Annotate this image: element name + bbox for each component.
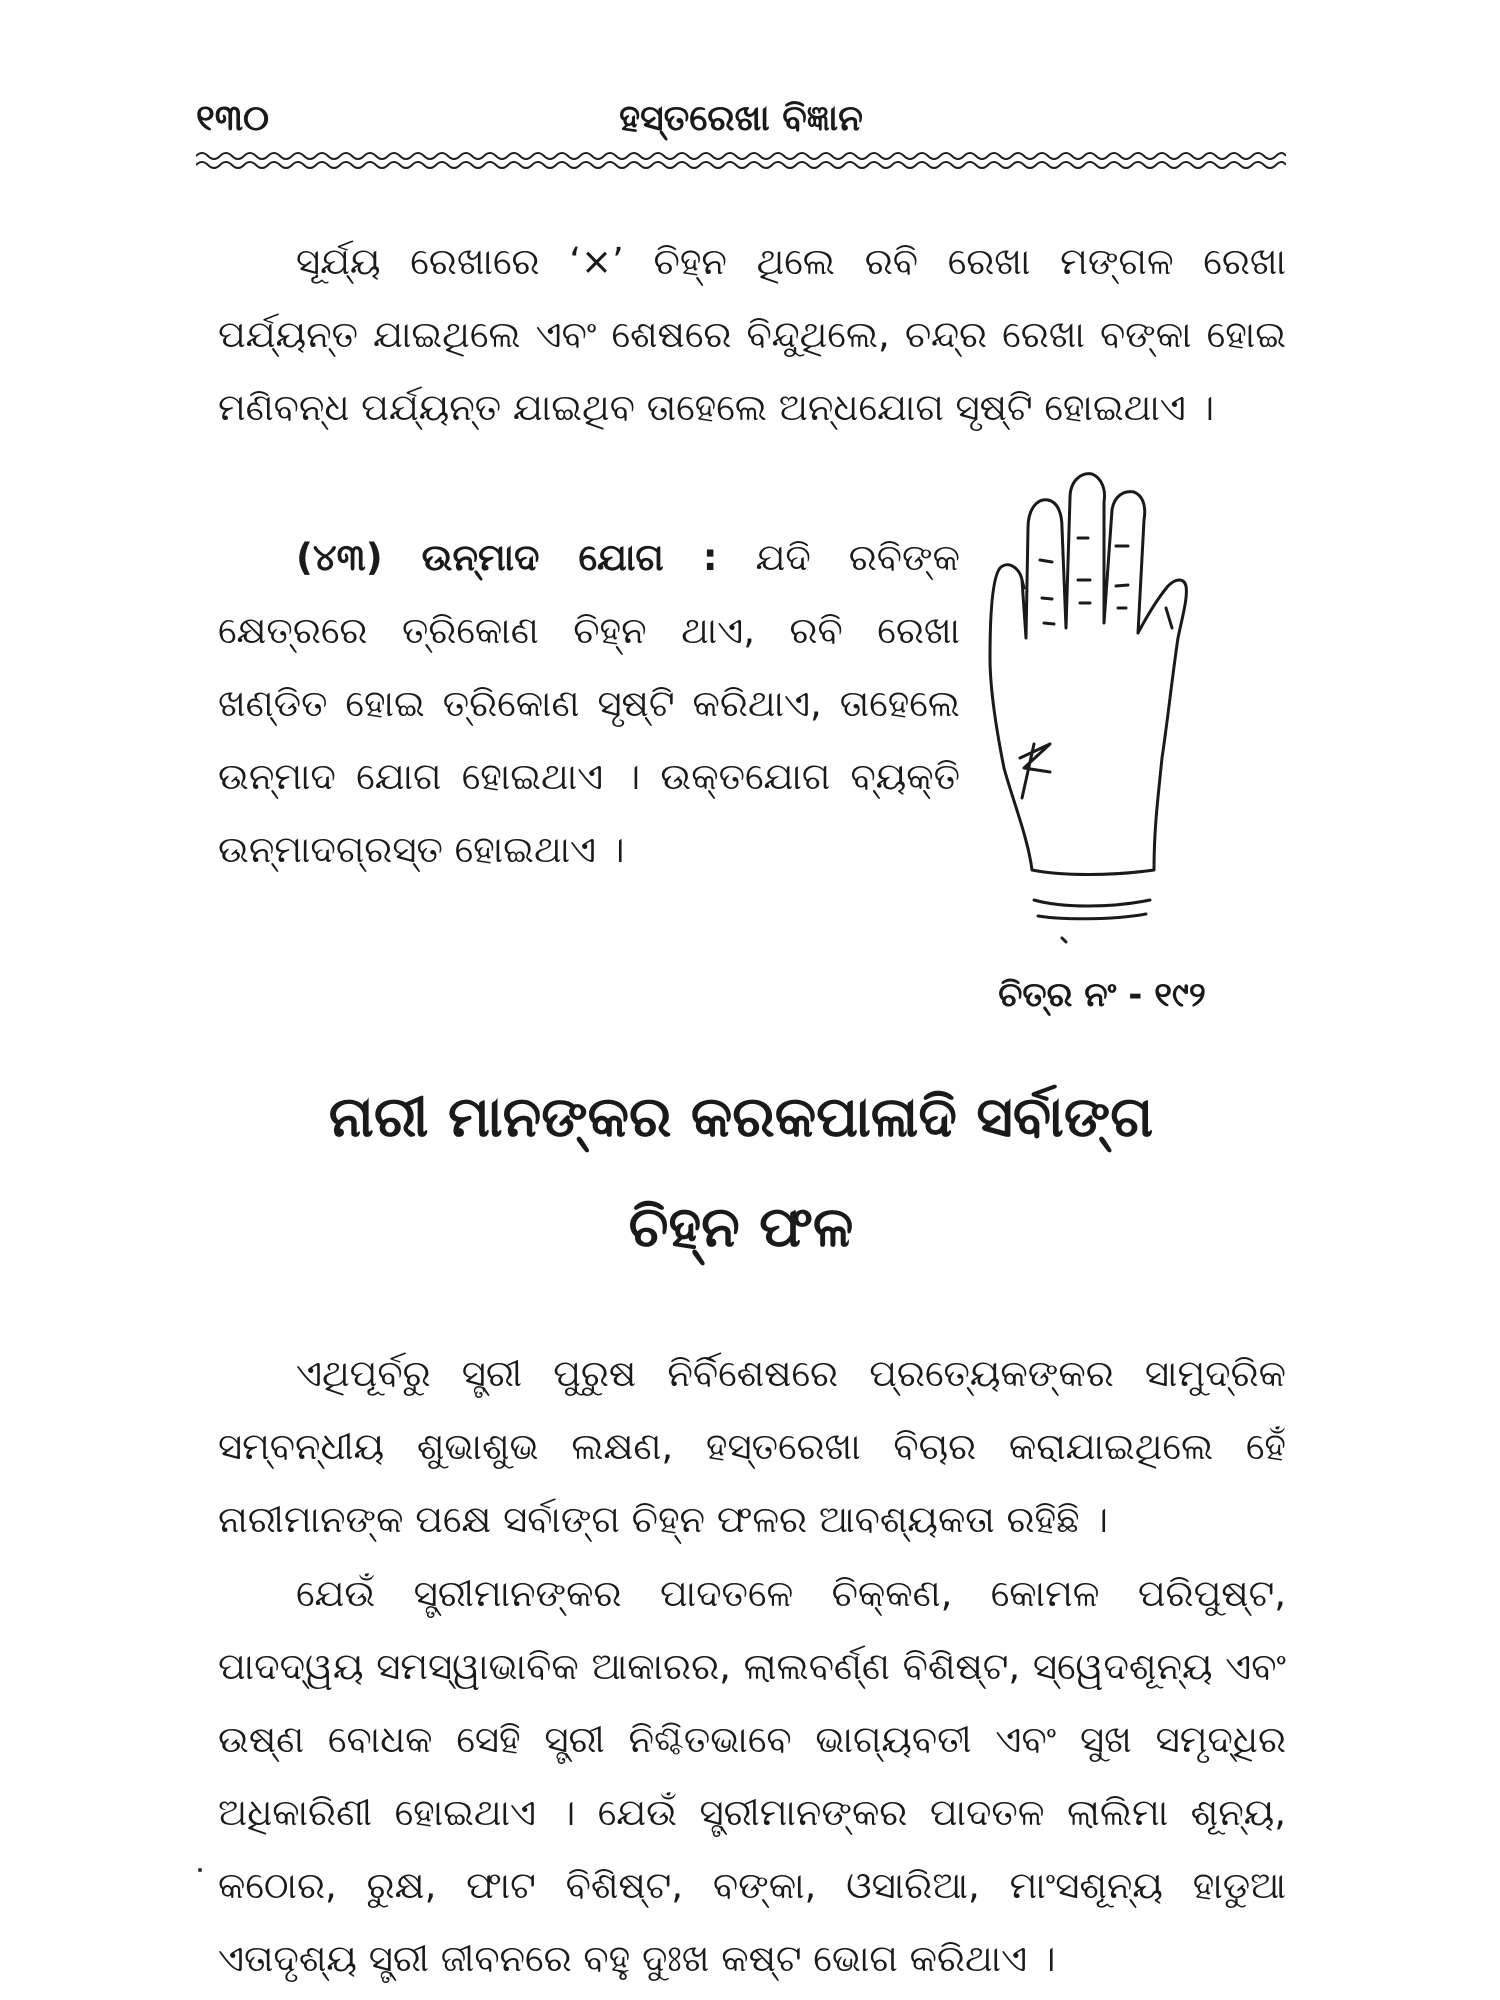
paragraph-intro: ଏଥିପୂର୍ବରୁ ସ୍ତ୍ରୀ ପୁରୁଷ ନିର୍ବିଶେଷରେ ପ୍ରତ୍ୟେକଙ୍କର ସାମୁଦ୍ରିକ ସମ୍ବନ୍ଧୀୟ ଶୁଭାଶୁଭ ଲକ୍ଷଣ, ହସ୍ତରେଖା ବିଚାର କରାଯାଇଥିଲେ ହେଁ ନାରୀମାନଙ୍କ ପକ୍ଷେ ସର୍ବାଙ୍ଗ ଚିହ୍ନ ଫଳର ଆବଶ୍ୟକତା ରହିଛି । bbox=[218, 1352, 1286, 1541]
print-speck bbox=[198, 1868, 202, 1872]
paragraph-surya-rekha: ସୂର୍ଯ୍ୟ ରେଖାରେ ‘×’ ଚିହ୍ନ ଥିଲେ ରବି ରେଖା ମଙ୍ଗଳ ରେଖା ପର୍ଯ୍ୟନ୍ତ ଯାଇଥିଲେ ଏବଂ ଶେଷରେ ବିନ୍ଦୁଥିଲେ, ଚନ୍ଦ୍ର ରେଖା ବଙ୍କା ହୋଇ ମଣିବନ୍ଧ ପର୍ଯ୍ୟନ୍ତ ଯାଇଥିବ ତାହେଲେ ଅନ୍ଧଯୋଗ ସୃଷ୍ଟି ହୋଇଥାଏ । bbox=[218, 240, 1286, 429]
running-title: ହସ୍ତରେଖା ବିଜ୍ଞାନ bbox=[619, 98, 863, 139]
figure-caption: ଚିତ୍ର ନଂ - ୧୯୨ bbox=[998, 975, 1206, 1015]
paragraph-feet: ଯେଉଁ ସ୍ତ୍ରୀମାନଙ୍କର ପାଦତଳେ ଚିକ୍କଣ, କୋମଳ ପରିପୁଷ୍ଟ, ପାଦଦ୍ୱୟ ସମସ୍ୱାଭାବିକ ଆକାରର, ଲାଲବର୍ଣ୍ଣ ବିଶିଷ୍ଟ, ସ୍ୱେଦଶୂନ୍ୟ ଏବଂ ଉଷ୍ଣ ବୋଧକ ସେହି ସ୍ତ୍ରୀ ନିଶ୍ଚିତଭାବେ ଭାଗ୍ୟବତୀ ଏବଂ ସୁଖ ସମୃଦ୍ଧିର ଅଧିକାରିଣୀ ହୋଇଥାଏ । ଯେଉଁ ସ୍ତ୍ରୀମାନଙ୍କର ପାଦତଳ ଲାଲିମା ଶୂନ୍ୟ, କଠୋର, ରୁକ୍ଷ, ଫାଟ ବିଶିଷ୍ଟ, ବଙ୍କା, ଓସାରିଆ, ମାଂସଶୂନ୍ୟ ହାଡୁଆ ଏତାଦୃଶ୍ୟ ସ୍ତ୍ରୀ ଜୀବନରେ ବହୁ ଦୁଃଖ କଷ୍ଟ ଭୋଗ କରିଥାଏ । bbox=[218, 1572, 1286, 1980]
wavy-divider bbox=[196, 148, 1286, 172]
section-heading-line-1: ନାରୀ ମାନଙ୍କର କରକପାଳାଦି ସର୍ବାଙ୍ଗ bbox=[328, 1085, 1154, 1150]
yoga-body: ଯଦି ରବିଙ୍କ କ୍ଷେତ୍ରରେ ତ୍ରିକୋଣ ଚିହ୍ନ ଥାଏ, ରବି ରେଖା ଖଣ୍ଡିତ ହୋଇ ତ୍ରିକୋଣ ସୃଷ୍ଟି କରିଥାଏ, ତାହେଲେ ଉନ୍ମାଦ ଯୋଗ ହୋଇଥାଏ । ଉକ୍ତଯୋଗ ବ୍ୟକ୍ତି ଉନ୍ମାଦଗ୍ରସ୍ତ ହୋଇଥାଏ । bbox=[218, 536, 960, 871]
paragraph-unmada-yoga bbox=[218, 521, 960, 886]
palm-illustration bbox=[962, 468, 1242, 968]
page-number: ୧୩୦ bbox=[196, 98, 270, 139]
section-heading-line-2: ଚିହ୍ନ ଫଳ bbox=[628, 1195, 854, 1260]
yoga-heading: (୪୩) ଉନ୍ମାଦ ଯୋଗ : bbox=[296, 536, 718, 579]
